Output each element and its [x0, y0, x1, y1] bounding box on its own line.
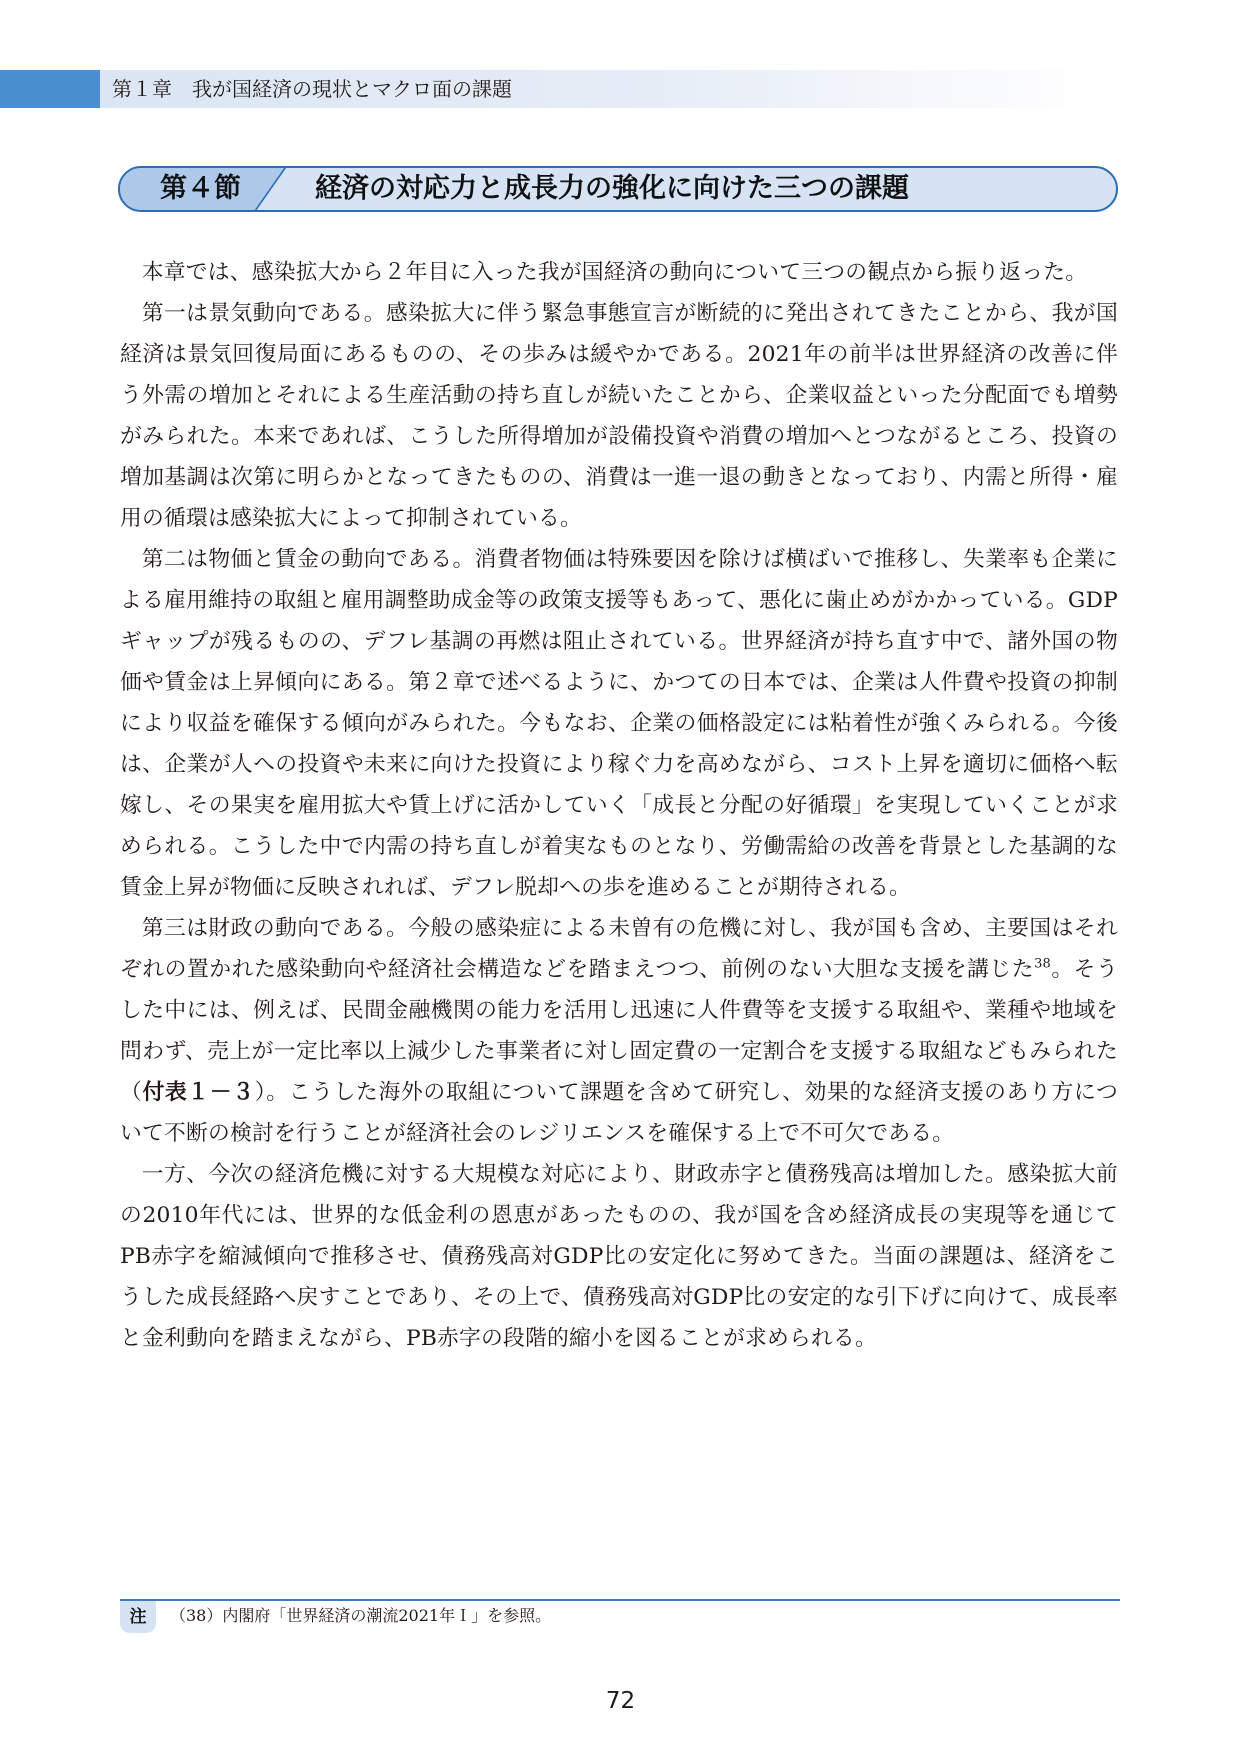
section-number: 第４節 — [160, 173, 241, 204]
chapter-title: 第１章 我が国経済の現状とマクロ面の課題 — [112, 77, 512, 101]
running-header-tab — [0, 70, 100, 108]
paragraph-prices-wages: 第二は物価と賃金の動向である。消費者物価は特殊要因を除けば横ばいで推移し、失業率も企業による雇用維持の取組と雇用調整助成金等の政策支援等もあって、悪化に歯止めがかかっている。GDPギャップが残るものの、デフレ基調の再燃は阻止されている。世界経済が持ち直す中で、諸外国の物価や賃金は上昇傾向にある。第２章で述べるように、かつての日本では、企業は人件費や投資の抑制により収益を確保する傾向がみられた。今もなお、企業の価格設定には粘着性が強くみられる。今後は、企業が人への投資や未来に向けた投資により稼ぐ力を高めながら、コスト上昇を適切に価格へ転嫁し、その果実を雇用拡大や賃上げに活かしていく「成長と分配の好循環」を実現していくことが求められる。こうした中で内需の持ち直しが着実なものとなり、労働需給の改善を背景とした基調的な賃金上昇が物価に反映されれば、デフレ脱却への歩を進めることが期待される。 — [120, 547, 1118, 900]
footnote-rule — [120, 1599, 1120, 1601]
paragraph-fiscal-part-b: 。そうした中には、例えば、民間金融機関の能力を活用し迅速に人件費等を支援する取組や、業種や地域を問わず、売上が一定比率以上減少した事業者に対し固定費の一定割合を支援する取組などもみられた（ — [120, 957, 1118, 1105]
section-heading — [118, 166, 1118, 212]
footnote-text: （38）内閣府「世界経済の潮流2021年Ｉ」を参照。 — [170, 1606, 552, 1625]
appendix-table-ref: 付表１－３ — [142, 1080, 255, 1105]
page-number: 72 — [605, 1688, 636, 1714]
paragraph-business-conditions: 第一は景気動向である。感染拡大に伴う緊急事態宣言が断続的に発出されてきたことから、我が国経済は景気回復局面にあるものの、その歩みは緩やかである。2021年の前半は世界経済の改善に伴う外需の増加とそれによる生産活動の持ち直しが続いたことから、企業収益といった分配面でも増勢がみられた。本来であれば、こうした所得増加が設備投資や消費の増加へとつながるところ、投資の増加基調は次第に明らかとなってきたものの、消費は一進一退の動きとなっており、内需と所得・雇用の循環は感染拡大によって抑制されている。 — [120, 301, 1118, 531]
section-title: 経済の対応力と成長力の強化に向けた三つの課題 — [315, 173, 909, 204]
body-text — [120, 252, 1118, 1359]
paragraph-fiscal-deficit: 一方、今次の経済危機に対する大規模な対応により、財政赤字と債務残高は増加した。感染拡大前の2010年代には、世界的な低金利の恩恵があったものの、我が国を含め経済成長の実現等を通じてPB赤字を縮減傾向で推移させ、債務残高対GDP比の安定化に努めてきた。当面の課題は、経済をこうした成長経路へ戻すことであり、その上で、債務残高対GDP比の安定的な引下げに向けて、成長率と金利動向を踏まえながら、PB赤字の段階的縮小を図ることが求められる。 — [120, 1162, 1118, 1351]
footnote-label: 注 — [120, 1601, 156, 1633]
paragraph-fiscal-part-a: 第三は財政の動向である。今般の感染症による未曽有の危機に対し、我が国も含め、主要国はそれぞれの置かれた感染動向や経済社会構造などを踏まえつつ、前例のない大胆な支援を講じた — [120, 916, 1118, 982]
paragraph-fiscal-trends — [120, 908, 1118, 1154]
paragraph-intro: 本章では、感染拡大から２年目に入った我が国経済の動向について三つの観点から振り返った。 — [141, 260, 1088, 285]
paragraph-fiscal-part-c: ）。こうした海外の取組について課題を含めて研究し、効果的な経済支援のあり方について不断の検討を行うことが経済社会のレジリエンスを確保する上で不可欠である。 — [120, 1080, 1118, 1146]
footnote-ref-38: 38 — [1034, 956, 1052, 972]
